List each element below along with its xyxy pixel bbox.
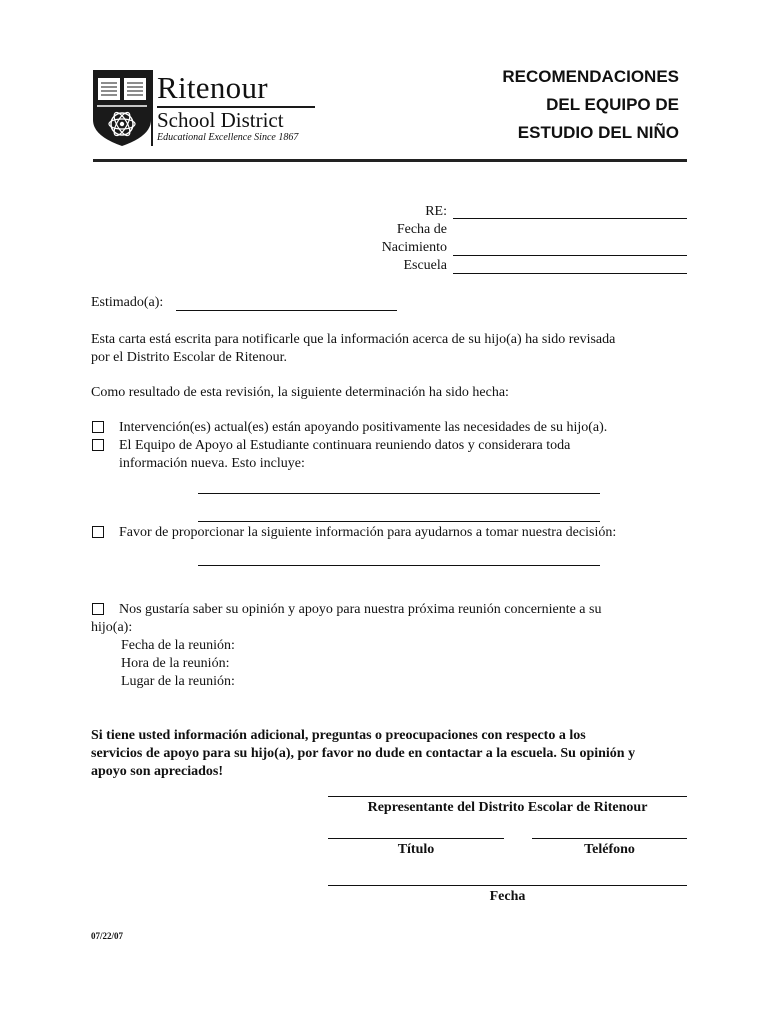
greeting-label: Estimado(a): bbox=[91, 295, 164, 310]
date-label: Fecha bbox=[489, 889, 526, 904]
school-field[interactable] bbox=[453, 273, 687, 274]
intro-line-1: Esta carta está escrita para notificarle que la información acerca de su hijo(a) ha sido revisada bbox=[91, 332, 616, 347]
option-1-checkbox[interactable] bbox=[92, 421, 104, 433]
option-2-text-line-1: El Equipo de Apoyo al Estudiante continuara reuniendo datos y considerara toda bbox=[119, 438, 571, 453]
title-label: Título bbox=[397, 842, 435, 857]
phone-label: Teléfono bbox=[584, 842, 635, 857]
document-title-line-1: RECOMENDACIONES bbox=[502, 67, 679, 86]
document-title-line-2: DEL EQUIPO DE bbox=[546, 95, 679, 114]
option-4-text-line-1: Nos gustaría saber su opinión y apoyo para nuestra próxima reunión concerniente a su bbox=[119, 602, 602, 617]
greeting-name-field[interactable] bbox=[176, 310, 397, 311]
closing-line-3: apoyo son apreciados! bbox=[91, 764, 223, 779]
phone-field[interactable] bbox=[532, 838, 687, 839]
meeting-date-label: Fecha de la reunión: bbox=[121, 638, 235, 653]
logo-frame bbox=[151, 70, 153, 146]
date-field[interactable] bbox=[328, 885, 687, 886]
representative-signature-field[interactable] bbox=[328, 796, 687, 797]
option-4-text-line-2: hijo(a): bbox=[91, 620, 133, 635]
representative-label: Representante del Distrito Escolar de Ritenour bbox=[367, 800, 648, 815]
district-logo bbox=[93, 70, 318, 146]
closing-line-2: servicios de apoyo para su hijo(a), por favor no dude en contactar a la escuela. Su opinión y bbox=[91, 746, 636, 761]
option-4-checkbox[interactable] bbox=[92, 603, 104, 615]
option-2-checkbox[interactable] bbox=[92, 439, 104, 451]
option-3-checkbox[interactable] bbox=[92, 526, 104, 538]
dob-label-2: Nacimiento bbox=[381, 240, 447, 255]
result-line: Como resultado de esta revisión, la siguiente determinación ha sido hecha: bbox=[91, 385, 509, 400]
re-field[interactable] bbox=[453, 218, 687, 219]
option-3-detail-field[interactable] bbox=[198, 565, 600, 566]
logo-tagline: Educational Excellence Since 1867 bbox=[157, 132, 299, 143]
option-2-text-line-2: información nueva. Esto incluye: bbox=[119, 456, 305, 471]
dob-field[interactable] bbox=[453, 255, 687, 256]
option-3-text: Favor de proporcionar la siguiente información para ayudarnos a tomar nuestra decisión: bbox=[119, 525, 617, 540]
intro-line-2: por el Distrito Escolar de Ritenour. bbox=[91, 350, 287, 365]
document-date-code: 07/22/07 bbox=[91, 931, 124, 941]
option-2-detail-field-2[interactable] bbox=[198, 521, 600, 522]
meeting-time-label: Hora de la reunión: bbox=[121, 656, 230, 671]
document-title-line-3: ESTUDIO DEL NIÑO bbox=[517, 123, 679, 142]
header-rule bbox=[93, 159, 687, 162]
re-label: RE: bbox=[425, 204, 447, 219]
closing-line-1: Si tiene usted información adicional, preguntas o preocupaciones con respecto a los bbox=[91, 728, 586, 743]
logo-wordmark: Ritenour bbox=[157, 70, 268, 105]
option-2-detail-field-1[interactable] bbox=[198, 493, 600, 494]
meeting-place-label: Lugar de la reunión: bbox=[121, 674, 235, 689]
option-1-text: Intervención(es) actual(es) están apoyando positivamente las necesidades de su hijo(a). bbox=[119, 420, 608, 435]
logo-subtitle: School District bbox=[157, 108, 284, 132]
book-atom-seal-icon bbox=[93, 70, 151, 146]
dob-label-1: Fecha de bbox=[396, 222, 447, 237]
school-label: Escuela bbox=[403, 258, 447, 273]
title-field[interactable] bbox=[328, 838, 504, 839]
